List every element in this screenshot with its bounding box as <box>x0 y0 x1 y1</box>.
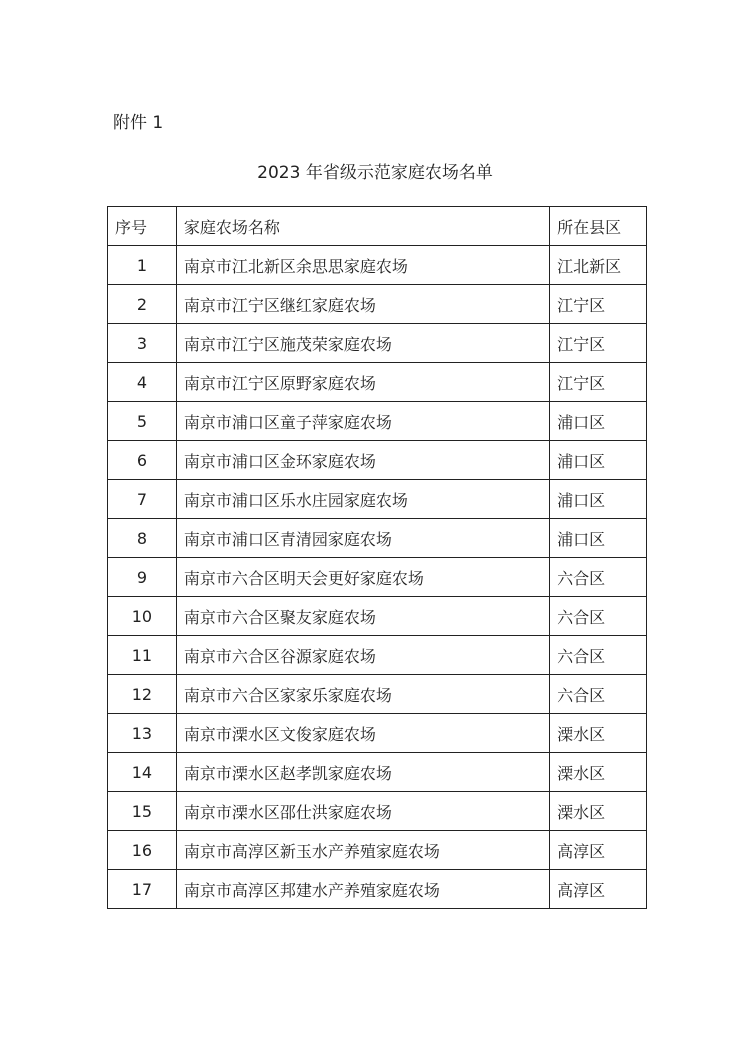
header-farm-name: 家庭农场名称 <box>176 207 549 246</box>
table-row <box>108 324 647 363</box>
district-cell: 六合区 <box>550 597 647 636</box>
district-cell: 浦口区 <box>550 402 647 441</box>
table-row <box>108 597 647 636</box>
district-cell: 浦口区 <box>550 480 647 519</box>
serial-cell: 12 <box>108 675 177 714</box>
serial-cell: 6 <box>108 441 177 480</box>
district-cell: 江宁区 <box>550 324 647 363</box>
table-row <box>108 558 647 597</box>
district-cell: 江北新区 <box>550 246 647 285</box>
attachment-label: 附件 1 <box>113 113 164 133</box>
farm-name-cell: 南京市浦口区童子萍家庭农场 <box>176 402 549 441</box>
farm-name-cell: 南京市浦口区金环家庭农场 <box>176 441 549 480</box>
serial-cell: 4 <box>108 363 177 402</box>
serial-cell: 7 <box>108 480 177 519</box>
table-row <box>108 636 647 675</box>
table-header-row <box>108 207 647 246</box>
district-cell: 高淳区 <box>550 831 647 870</box>
table-row <box>108 870 647 909</box>
farm-name-cell: 南京市六合区聚友家庭农场 <box>176 597 549 636</box>
farm-name-cell: 南京市溧水区赵孝凯家庭农场 <box>176 753 549 792</box>
serial-cell: 5 <box>108 402 177 441</box>
farm-list-table <box>107 206 647 909</box>
table-row <box>108 402 647 441</box>
serial-cell: 9 <box>108 558 177 597</box>
serial-cell: 10 <box>108 597 177 636</box>
table-row <box>108 441 647 480</box>
header-serial: 序号 <box>108 207 177 246</box>
farm-name-cell: 南京市江宁区原野家庭农场 <box>176 363 549 402</box>
farm-name-cell: 南京市高淳区邦建水产养殖家庭农场 <box>176 870 549 909</box>
serial-cell: 17 <box>108 870 177 909</box>
farm-name-cell: 南京市浦口区乐水庄园家庭农场 <box>176 480 549 519</box>
district-cell: 六合区 <box>550 558 647 597</box>
district-cell: 浦口区 <box>550 519 647 558</box>
header-district: 所在县区 <box>550 207 647 246</box>
district-cell: 江宁区 <box>550 285 647 324</box>
serial-cell: 1 <box>108 246 177 285</box>
district-cell: 六合区 <box>550 636 647 675</box>
serial-cell: 8 <box>108 519 177 558</box>
district-cell: 浦口区 <box>550 441 647 480</box>
district-cell: 江宁区 <box>550 363 647 402</box>
farm-name-cell: 南京市江宁区施茂荣家庭农场 <box>176 324 549 363</box>
district-cell: 溧水区 <box>550 753 647 792</box>
district-cell: 溧水区 <box>550 714 647 753</box>
district-cell: 六合区 <box>550 675 647 714</box>
table-row <box>108 480 647 519</box>
table-row <box>108 753 647 792</box>
farm-name-cell: 南京市六合区谷源家庭农场 <box>176 636 549 675</box>
table-row <box>108 831 647 870</box>
serial-cell: 11 <box>108 636 177 675</box>
serial-cell: 2 <box>108 285 177 324</box>
table-row <box>108 792 647 831</box>
table-row <box>108 675 647 714</box>
farm-name-cell: 南京市溧水区邵仕洪家庭农场 <box>176 792 549 831</box>
farm-name-cell: 南京市浦口区青清园家庭农场 <box>176 519 549 558</box>
serial-cell: 16 <box>108 831 177 870</box>
district-cell: 溧水区 <box>550 792 647 831</box>
farm-name-cell: 南京市溧水区文俊家庭农场 <box>176 714 549 753</box>
farm-name-cell: 南京市江北新区余思思家庭农场 <box>176 246 549 285</box>
district-cell: 高淳区 <box>550 870 647 909</box>
serial-cell: 3 <box>108 324 177 363</box>
serial-cell: 13 <box>108 714 177 753</box>
farm-name-cell: 南京市六合区家家乐家庭农场 <box>176 675 549 714</box>
document-title: 2023 年省级示范家庭农场名单 <box>257 163 493 183</box>
table-row <box>108 285 647 324</box>
table-row <box>108 519 647 558</box>
table-row <box>108 246 647 285</box>
table-row <box>108 714 647 753</box>
farm-name-cell: 南京市江宁区继红家庭农场 <box>176 285 549 324</box>
serial-cell: 14 <box>108 753 177 792</box>
table-row <box>108 363 647 402</box>
serial-cell: 15 <box>108 792 177 831</box>
farm-name-cell: 南京市六合区明天会更好家庭农场 <box>176 558 549 597</box>
farm-name-cell: 南京市高淳区新玉水产养殖家庭农场 <box>176 831 549 870</box>
